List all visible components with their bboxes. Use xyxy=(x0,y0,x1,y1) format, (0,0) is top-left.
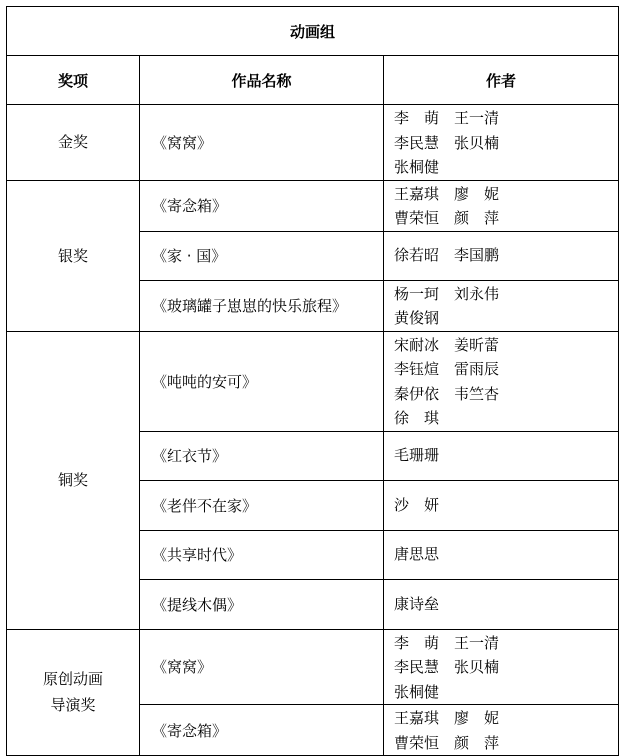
work-title: 《提线木偶》 xyxy=(140,579,384,629)
author-line: 李民慧 张贝楠 xyxy=(394,133,500,152)
author-cell xyxy=(384,280,619,331)
author-line: 张桐健 xyxy=(394,158,440,176)
table-row xyxy=(7,331,619,431)
work-title: 《吨吨的安可》 xyxy=(140,331,384,431)
work-title: 《共享时代》 xyxy=(140,530,384,579)
table-row xyxy=(7,180,619,231)
award-name-line: 导演奖 xyxy=(50,696,96,715)
table-title: 动画组 xyxy=(7,7,619,56)
author-line: 王嘉琪 廖 妮 xyxy=(394,709,500,727)
work-title: 《家 · 国》 xyxy=(140,231,384,280)
award-name-line: 原创动画 xyxy=(42,670,103,689)
author-line: 李民慧 张贝楠 xyxy=(394,658,500,676)
header-award: 奖项 xyxy=(7,56,140,105)
header-work: 作品名称 xyxy=(140,56,384,105)
author-cell xyxy=(384,629,619,705)
work-title: 《寄念箱》 xyxy=(140,705,384,756)
author-cell xyxy=(384,579,619,629)
author-cell xyxy=(384,331,619,431)
work-title: 《红衣节》 xyxy=(140,431,384,480)
table-row xyxy=(7,629,619,705)
author-line: 沙 妍 xyxy=(394,495,440,514)
author-line: 李钰煊 雷雨辰 xyxy=(394,360,500,378)
award-table xyxy=(6,6,619,756)
header-author: 作者 xyxy=(384,56,619,105)
author-line: 李 萌 王一清 xyxy=(394,633,500,652)
author-cell xyxy=(384,705,619,756)
author-line: 杨一珂 刘永伟 xyxy=(394,284,500,303)
author-line: 曹荣恒 颜 萍 xyxy=(394,209,500,227)
table-row xyxy=(7,105,619,181)
author-line: 曹荣恒 颜 萍 xyxy=(394,733,500,752)
work-title: 《寄念箱》 xyxy=(140,180,384,231)
author-line: 李 萌 王一清 xyxy=(394,109,500,127)
work-title: 《窝窝》 xyxy=(140,629,384,705)
author-line: 毛珊珊 xyxy=(394,446,440,465)
work-title: 《玻璃罐子崽崽的快乐旅程》 xyxy=(140,280,384,331)
author-cell xyxy=(384,530,619,579)
work-title: 《老伴不在家》 xyxy=(140,480,384,530)
author-line: 王嘉琪 廖 妮 xyxy=(394,184,500,203)
author-line: 徐若昭 李国鹏 xyxy=(394,246,500,265)
header-row xyxy=(7,56,619,105)
author-cell xyxy=(384,231,619,280)
author-cell xyxy=(384,431,619,480)
author-cell xyxy=(384,180,619,231)
author-line: 张桐健 xyxy=(394,682,440,701)
author-line: 秦伊依 韦竺杏 xyxy=(394,384,500,403)
award-cell: 银奖 xyxy=(7,180,140,331)
author-line: 徐 琪 xyxy=(394,409,440,427)
author-line: 黄俊钢 xyxy=(394,309,440,327)
award-cell: 金奖 xyxy=(7,105,140,181)
author-cell xyxy=(384,480,619,530)
author-line: 唐思思 xyxy=(394,545,440,564)
author-line: 宋耐冰 姜昕蕾 xyxy=(394,335,500,354)
author-cell xyxy=(384,105,619,181)
title-row xyxy=(7,7,619,56)
award-cell xyxy=(7,629,140,756)
work-title: 《窝窝》 xyxy=(140,105,384,181)
author-line: 康诗垒 xyxy=(394,594,440,613)
award-cell: 铜奖 xyxy=(7,331,140,629)
